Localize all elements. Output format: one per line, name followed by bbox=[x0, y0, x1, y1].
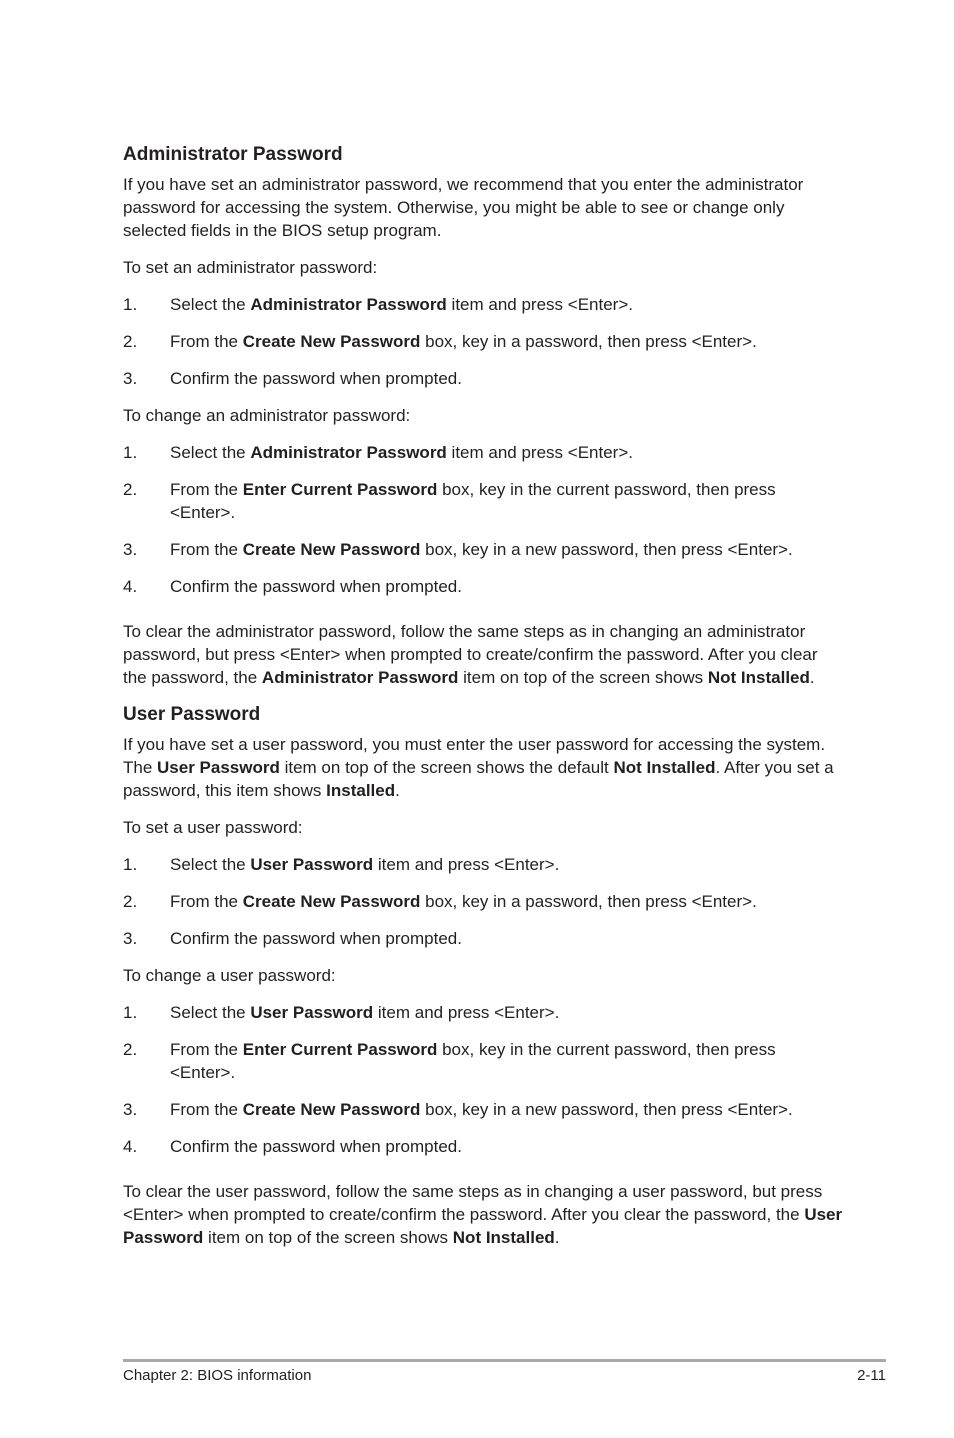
list-item: 2. From the Create New Password box, key in a password, then press <Enter>. bbox=[123, 892, 757, 911]
user-intro: If you have set a user password, you must enter the user password for accessing the system. The User Password item on top of the screen shows the default Not Installed. After you set a password, this item shows Installed. bbox=[123, 735, 834, 800]
list-item: 1. Select the Administrator Password item and press <Enter>. bbox=[123, 295, 633, 314]
list-item: 3. From the Create New Password box, key in a new password, then press <Enter>. bbox=[123, 1100, 793, 1119]
list-item: 4. Confirm the password when prompted. bbox=[123, 577, 462, 596]
list-item: 3. Confirm the password when prompted. bbox=[123, 369, 462, 388]
admin-set-title: To set an administrator password: bbox=[123, 258, 378, 277]
list-item: 2. From the Enter Current Password box, key in the current password, then press <Enter>. bbox=[123, 1040, 776, 1082]
admin-password-heading: Administrator Password bbox=[123, 144, 343, 165]
user-change-title: To change a user password: bbox=[123, 966, 336, 985]
admin-change-title: To change an administrator password: bbox=[123, 406, 411, 425]
list-item: 2. From the Create New Password box, key in a password, then press <Enter>. bbox=[123, 332, 757, 351]
list-item: 1. Select the User Password item and press <Enter>. bbox=[123, 855, 560, 874]
user-password-section bbox=[123, 703, 843, 1249]
user-change-steps bbox=[123, 1001, 843, 1158]
admin-clear-note: To clear the administrator password, follow the same steps as in changing an administrator password, but press <Enter> when prompted to create/confirm the password. After you clear the password, the Administrator Password item on top of the screen shows Not Installed. bbox=[123, 622, 818, 687]
footer-divider bbox=[123, 1359, 886, 1362]
user-clear-note: To clear the user password, follow the same steps as in changing a user password, but press <Enter> when prompted to create/confirm the password. After you clear the password, the User Password item on top of the screen shows Not Installed. bbox=[123, 1182, 843, 1247]
list-item: 3. Confirm the password when prompted. bbox=[123, 929, 462, 948]
list-item: 1. Select the User Password item and press <Enter>. bbox=[123, 1003, 560, 1022]
list-item: 4. Confirm the password when prompted. bbox=[123, 1137, 462, 1156]
admin-change-steps bbox=[123, 441, 843, 598]
list-item: 2. From the Enter Current Password box, key in the current password, then press <Enter>. bbox=[123, 480, 776, 522]
list-item: 1. Select the Administrator Password item and press <Enter>. bbox=[123, 443, 633, 462]
user-set-title: To set a user password: bbox=[123, 818, 303, 837]
footer-page-number: 2-11 bbox=[857, 1367, 886, 1384]
admin-intro: If you have set an administrator password, we recommend that you enter the administrator password for accessing the system. Otherwise, you might be able to see or change only selected fields in the BIOS setup program. bbox=[123, 175, 804, 240]
user-password-heading: User Password bbox=[123, 704, 261, 725]
footer-chapter: Chapter 2: BIOS information bbox=[123, 1367, 312, 1384]
user-set-steps bbox=[123, 853, 843, 950]
list-item: 3. From the Create New Password box, key in a new password, then press <Enter>. bbox=[123, 540, 793, 559]
page-content bbox=[123, 143, 843, 1263]
admin-set-steps bbox=[123, 293, 843, 390]
